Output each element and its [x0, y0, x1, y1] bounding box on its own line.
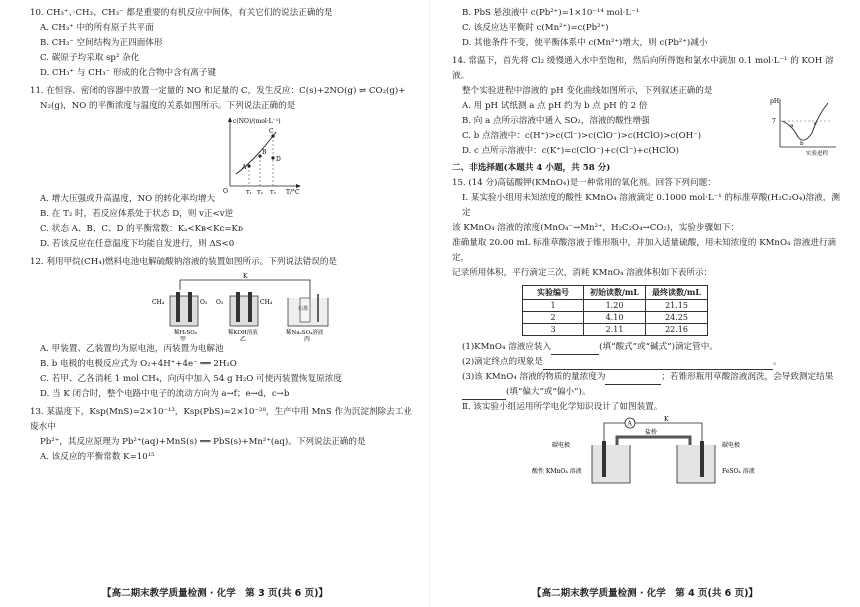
q12-top-wire: [180, 280, 310, 298]
q12-switch-label: K: [243, 273, 248, 280]
table-cell: 4.10: [584, 312, 646, 324]
q12-ch4-left: CH₄: [152, 299, 165, 306]
q14-body: [452, 99, 842, 159]
section-2-heading: 二、非选择题(本题共 4 小题，共 58 分): [452, 163, 611, 173]
q15-right-beaker: [677, 445, 715, 483]
q11-point-a: [247, 164, 250, 167]
table-cell: 1.20: [584, 300, 646, 312]
q14-stem-line1: 14. 常温下，首先将 Cl₂ 缓慢通入水中至饱和，然后向所得饱和氯水中滴加 0.1 mol·L⁻¹ 的 KOH 溶液。: [452, 56, 834, 81]
q12-electrolysis-apparatus: [30, 270, 430, 342]
table-row: [523, 312, 708, 324]
q15-ammeter-label: A: [627, 420, 632, 428]
q11-y-arrow: [228, 117, 232, 122]
table-cell: 24.25: [646, 312, 708, 324]
q12-cell-yi: [230, 296, 258, 326]
q12-koh-label: 稀KOH溶液: [228, 330, 258, 336]
q15-sub3-pre: (3)该 KMnO₄ 溶液的物质的量浓度为: [462, 372, 606, 382]
q13-option-a: A. 该反应的平衡常数 K=10¹⁵: [40, 452, 155, 462]
q15-right-electrode-label: 碳电极: [722, 442, 741, 449]
q14-option-c: C. b 点溶液中：c(H⁺)>c(Cl⁻)>c(ClO⁻)>c(HClO)>c(OH⁻): [462, 131, 702, 141]
q11-stem-line1: 11. 在恒容、密闭的容器中放置一定量的 NO 和足量的 C，发生反应：C(s)+2NO(g) ⇌ CO₂(g)+: [30, 86, 406, 96]
q12-stem: 12. 利用甲烷(CH₄)燃料电池电解硫酸钠溶液的装置如图所示。下列说法错误的是: [30, 257, 338, 267]
left-footer-bracket-close: 】: [318, 588, 328, 599]
q11-x-label: T/°C: [286, 189, 300, 196]
q11-origin: O: [223, 188, 228, 195]
q14-y-label: pH: [770, 98, 780, 105]
table-cell: 3: [523, 324, 584, 336]
q15-sub3-blank1[interactable]: [605, 384, 661, 385]
q12-electrode-a: [176, 292, 180, 322]
right-footer-bracket-open: 【: [532, 588, 542, 599]
q14-option-d: D. c 点所示溶液中：c(K⁺)=c(ClO⁻)+c(Cl⁻)+c(HClO): [462, 146, 680, 156]
q12-cell-bing-label: 丙: [304, 336, 311, 343]
q11-stem-line2: N₂(g)，NO 的平衡浓度与温度的关系如图所示。下列说法正确的是: [40, 101, 296, 111]
table-header-cell: 最终读数/mL: [646, 286, 708, 300]
q10-stem: 10. CH₃⁺、·CH₃、CH₃⁻ 都是重要的有机反应中间体，有关它们的说法正确的是: [30, 8, 333, 18]
q12-na2so4-label: 稀Na₂SO₄溶液: [286, 330, 324, 336]
q15-sub3-post: (填“偏大”或“偏小”)。: [506, 387, 591, 397]
q12-graphite-label: 石墨: [298, 306, 309, 312]
q15-part2: Ⅱ. 该实验小组运用所学电化学知识设计了如图装置。: [462, 402, 663, 412]
question-13-continued: [452, 6, 842, 51]
q11-x-arrow: [296, 184, 301, 188]
q15-part1-line3: 准确量取 20.00 mL 标准草酸溶液于锥形瓶中，并加入适量硫酸，用未知浓度的 KMnO₄ 溶液进行滴定，: [452, 238, 837, 263]
q15-switch-label: K: [664, 416, 669, 423]
question-14: [452, 54, 842, 159]
q13-option-b: B. PbS 悬浊液中 c(Pb²⁺)=1×10⁻¹⁴ mol·L⁻¹: [462, 8, 640, 18]
q12-ch4-right: CH₄: [260, 299, 273, 306]
q15-sub2: [452, 355, 842, 370]
table-row: [523, 300, 708, 312]
q15-sub3-mid: ；若锥形瓶用草酸溶液润洗，会导致测定结果: [661, 372, 834, 382]
question-10: [30, 6, 420, 81]
q10-option-a: A. CH₃⁺ 中的所有原子共平面: [40, 23, 154, 33]
q11-tick-t2: T₂: [257, 190, 263, 196]
q15-left-beaker: [592, 445, 630, 483]
q15-left-solution-label: 酸性 KMnO₄ 溶液: [532, 468, 582, 475]
q10-option-c: C. 碳原子均采取 sp² 杂化: [40, 53, 140, 63]
q14-curve: [782, 103, 828, 140]
q12-option-d: D. 当 K 闭合时，整个电路中电子的流动方向为 a→f；e→d，c→b: [40, 389, 290, 399]
left-page-footer: [0, 585, 430, 599]
q11-tick-t3: T₃: [270, 190, 276, 196]
q13-option-c: C. 该反应达平衡时 c(Mn²⁺)=c(Pb²⁺): [462, 23, 609, 33]
q15-sub1: [452, 340, 842, 355]
q11-no-temperature-graph: [30, 114, 430, 196]
q11-label-d: D: [276, 156, 281, 163]
q15-sub2-end: 。: [772, 357, 782, 367]
q15-sub1-pre: (1)KMnO₄ 溶液应装入: [462, 342, 552, 352]
q15-left-electrode: [602, 441, 606, 477]
q15-sub1-post: (填“酸式”或“碱式”)滴定管中。: [599, 342, 718, 352]
q12-o2-left: O₂: [200, 299, 208, 306]
q14-ph-curve-graph: [770, 95, 842, 157]
table-cell: 21.15: [646, 300, 708, 312]
table-cell: 2: [523, 312, 584, 324]
q12-cell-jia: [170, 296, 198, 326]
q12-cell-jia-label: 甲: [180, 336, 187, 343]
q11-option-d: D. 若该反应在任意温度下均能自发进行，则 ΔS<0: [40, 239, 235, 249]
table-cell: 22.16: [646, 324, 708, 336]
q15-sub3-cont: [452, 385, 842, 400]
q14-stem-line2: 整个实验进程中溶液的 pH 变化曲线如图所示，下列叙述正确的是: [462, 86, 713, 96]
q11-y-label: c(NO)/(mol·L⁻¹): [233, 118, 281, 125]
q12-option-a: A. 甲装置、乙装置均为原电池，丙装置为电解池: [40, 344, 224, 354]
q15-part1-line2: 该 KMnO₄ 溶液的浓度(MnO₄⁻→Mn²⁺，H₂C₂O₄→CO₂)，实验步骤如下：: [452, 223, 739, 233]
titration-table: [522, 285, 708, 336]
q11-option-a: A. 增大压强或升高温度，NO 的转化率均增大: [40, 194, 216, 204]
q15-right-solution-label: FeSO₄ 溶液: [722, 468, 755, 475]
table-cell: 1: [523, 300, 584, 312]
q13-stem-line2: Pb²⁺，其反应原理为 Pb²⁺(aq)+MnS(s) ══ PbS(s)+Mn²⁺(aq)。下列说法正确的是: [40, 437, 366, 447]
q11-label-b: B: [262, 149, 267, 156]
q12-h2so4-label: 稀H₂SO₄: [174, 330, 197, 336]
q14-option-a: A. 用 pH 试纸测 a 点 pH 约为 b 点 pH 的 2 倍: [462, 101, 648, 111]
right-page: [430, 0, 860, 607]
titration-table-header: [523, 286, 708, 300]
left-footer-text: 高二期末教学质量检测 · 化学 第 3 页(共 6 页): [111, 588, 319, 599]
q12-o2-right: O₂: [216, 299, 224, 306]
q15-sub2-text: (2)滴定终点的现象是: [462, 357, 543, 367]
q15-sub3: [452, 370, 842, 385]
question-13: [30, 405, 420, 465]
q11-label-c: C: [269, 128, 274, 135]
q14-point-a: a: [790, 123, 794, 129]
q13-option-d: D. 其他条件不变，使平衡体系中 c(Mn²⁺)增大，则 c(Pb²⁺)减小: [462, 38, 708, 48]
q12-electrode-d: [248, 292, 252, 322]
table-cell: 2.11: [584, 324, 646, 336]
q12-option-b: B. b 电极的电极反应式为 O₂+4H⁺+4e⁻ ══ 2H₂O: [40, 359, 237, 369]
right-page-footer: [430, 585, 860, 599]
right-footer-text: 高二期末教学质量检测 · 化学 第 4 页(共 6 页): [541, 588, 749, 599]
left-footer-bracket-open: 【: [102, 588, 112, 599]
table-header-cell: 初始读数/mL: [584, 286, 646, 300]
question-11: [30, 84, 420, 252]
q15-part1-line1: Ⅰ. 某实验小组用未知浓度的酸性 KMnO₄ 溶液滴定 0.1000 mol·L⁻¹ 的标准草酸(H₂C₂O₄)溶液，测定: [462, 193, 840, 218]
q15-right-electrode: [700, 441, 704, 477]
table-header-cell: 实验编号: [523, 286, 584, 300]
table-row: [523, 324, 708, 336]
question-12: [30, 255, 420, 402]
q14-x-label: 实验进程: [806, 151, 829, 157]
q14-point-b: b: [800, 141, 804, 147]
q10-option-d: D. CH₃⁺ 与 CH₃⁻ 形成的化合物中含有离子键: [40, 68, 217, 78]
q12-electrode-c: [236, 292, 240, 322]
q11-point-d: [271, 156, 274, 159]
q11-option-c: C. 状态 A、B、C、D 的平衡常数：Kₐ<Kʙ<Kᴄ=Kᴅ: [40, 224, 243, 234]
q14-option-b: B. 向 a 点所示溶液中通入 SO₂，溶液的酸性增强: [462, 116, 650, 126]
q14-point-c: c: [814, 121, 818, 127]
q11-tick-t1: T₁: [246, 190, 252, 196]
right-footer-bracket-close: 】: [748, 588, 758, 599]
q13-stem-line1: 13. 某温度下，Ksp(MnS)=2×10⁻¹³，Ksp(PbS)=2×10⁻²⁸，生产中用 MnS 作为沉淀剂除去工业废水中: [30, 407, 412, 432]
q14-tick-7: 7: [772, 118, 776, 125]
question-15: [452, 176, 842, 489]
q10-option-b: B. CH₃⁻ 空间结构为正四面体形: [40, 38, 163, 48]
q11-label-a: A: [242, 164, 247, 171]
q12-option-c: C. 若甲、乙各消耗 1 mol CH₄，向丙中加入 54 g H₂O 可使丙装置恢复原浓度: [40, 374, 342, 384]
q12-electrode-b: [188, 292, 192, 322]
q12-cell-yi-label: 乙: [240, 336, 247, 343]
q15-part1-line4: 记录所用体积，平行滴定三次，消耗 KMnO₄ 溶液体积如下表所示：: [452, 268, 713, 278]
q11-option-b: B. 在 T₂ 时，若反应体系处于状态 D，则 v正<v逆: [40, 209, 234, 219]
q15-galvanic-cell-apparatus: [452, 415, 842, 489]
q15-stem: 15. (14 分)高锰酸钾(KMnO₄)是一种常用的氧化剂。回答下列问题：: [452, 178, 716, 188]
q15-left-electrode-label: 碳电极: [552, 442, 571, 449]
q15-salt-bridge-label: 盐桥: [645, 429, 658, 436]
